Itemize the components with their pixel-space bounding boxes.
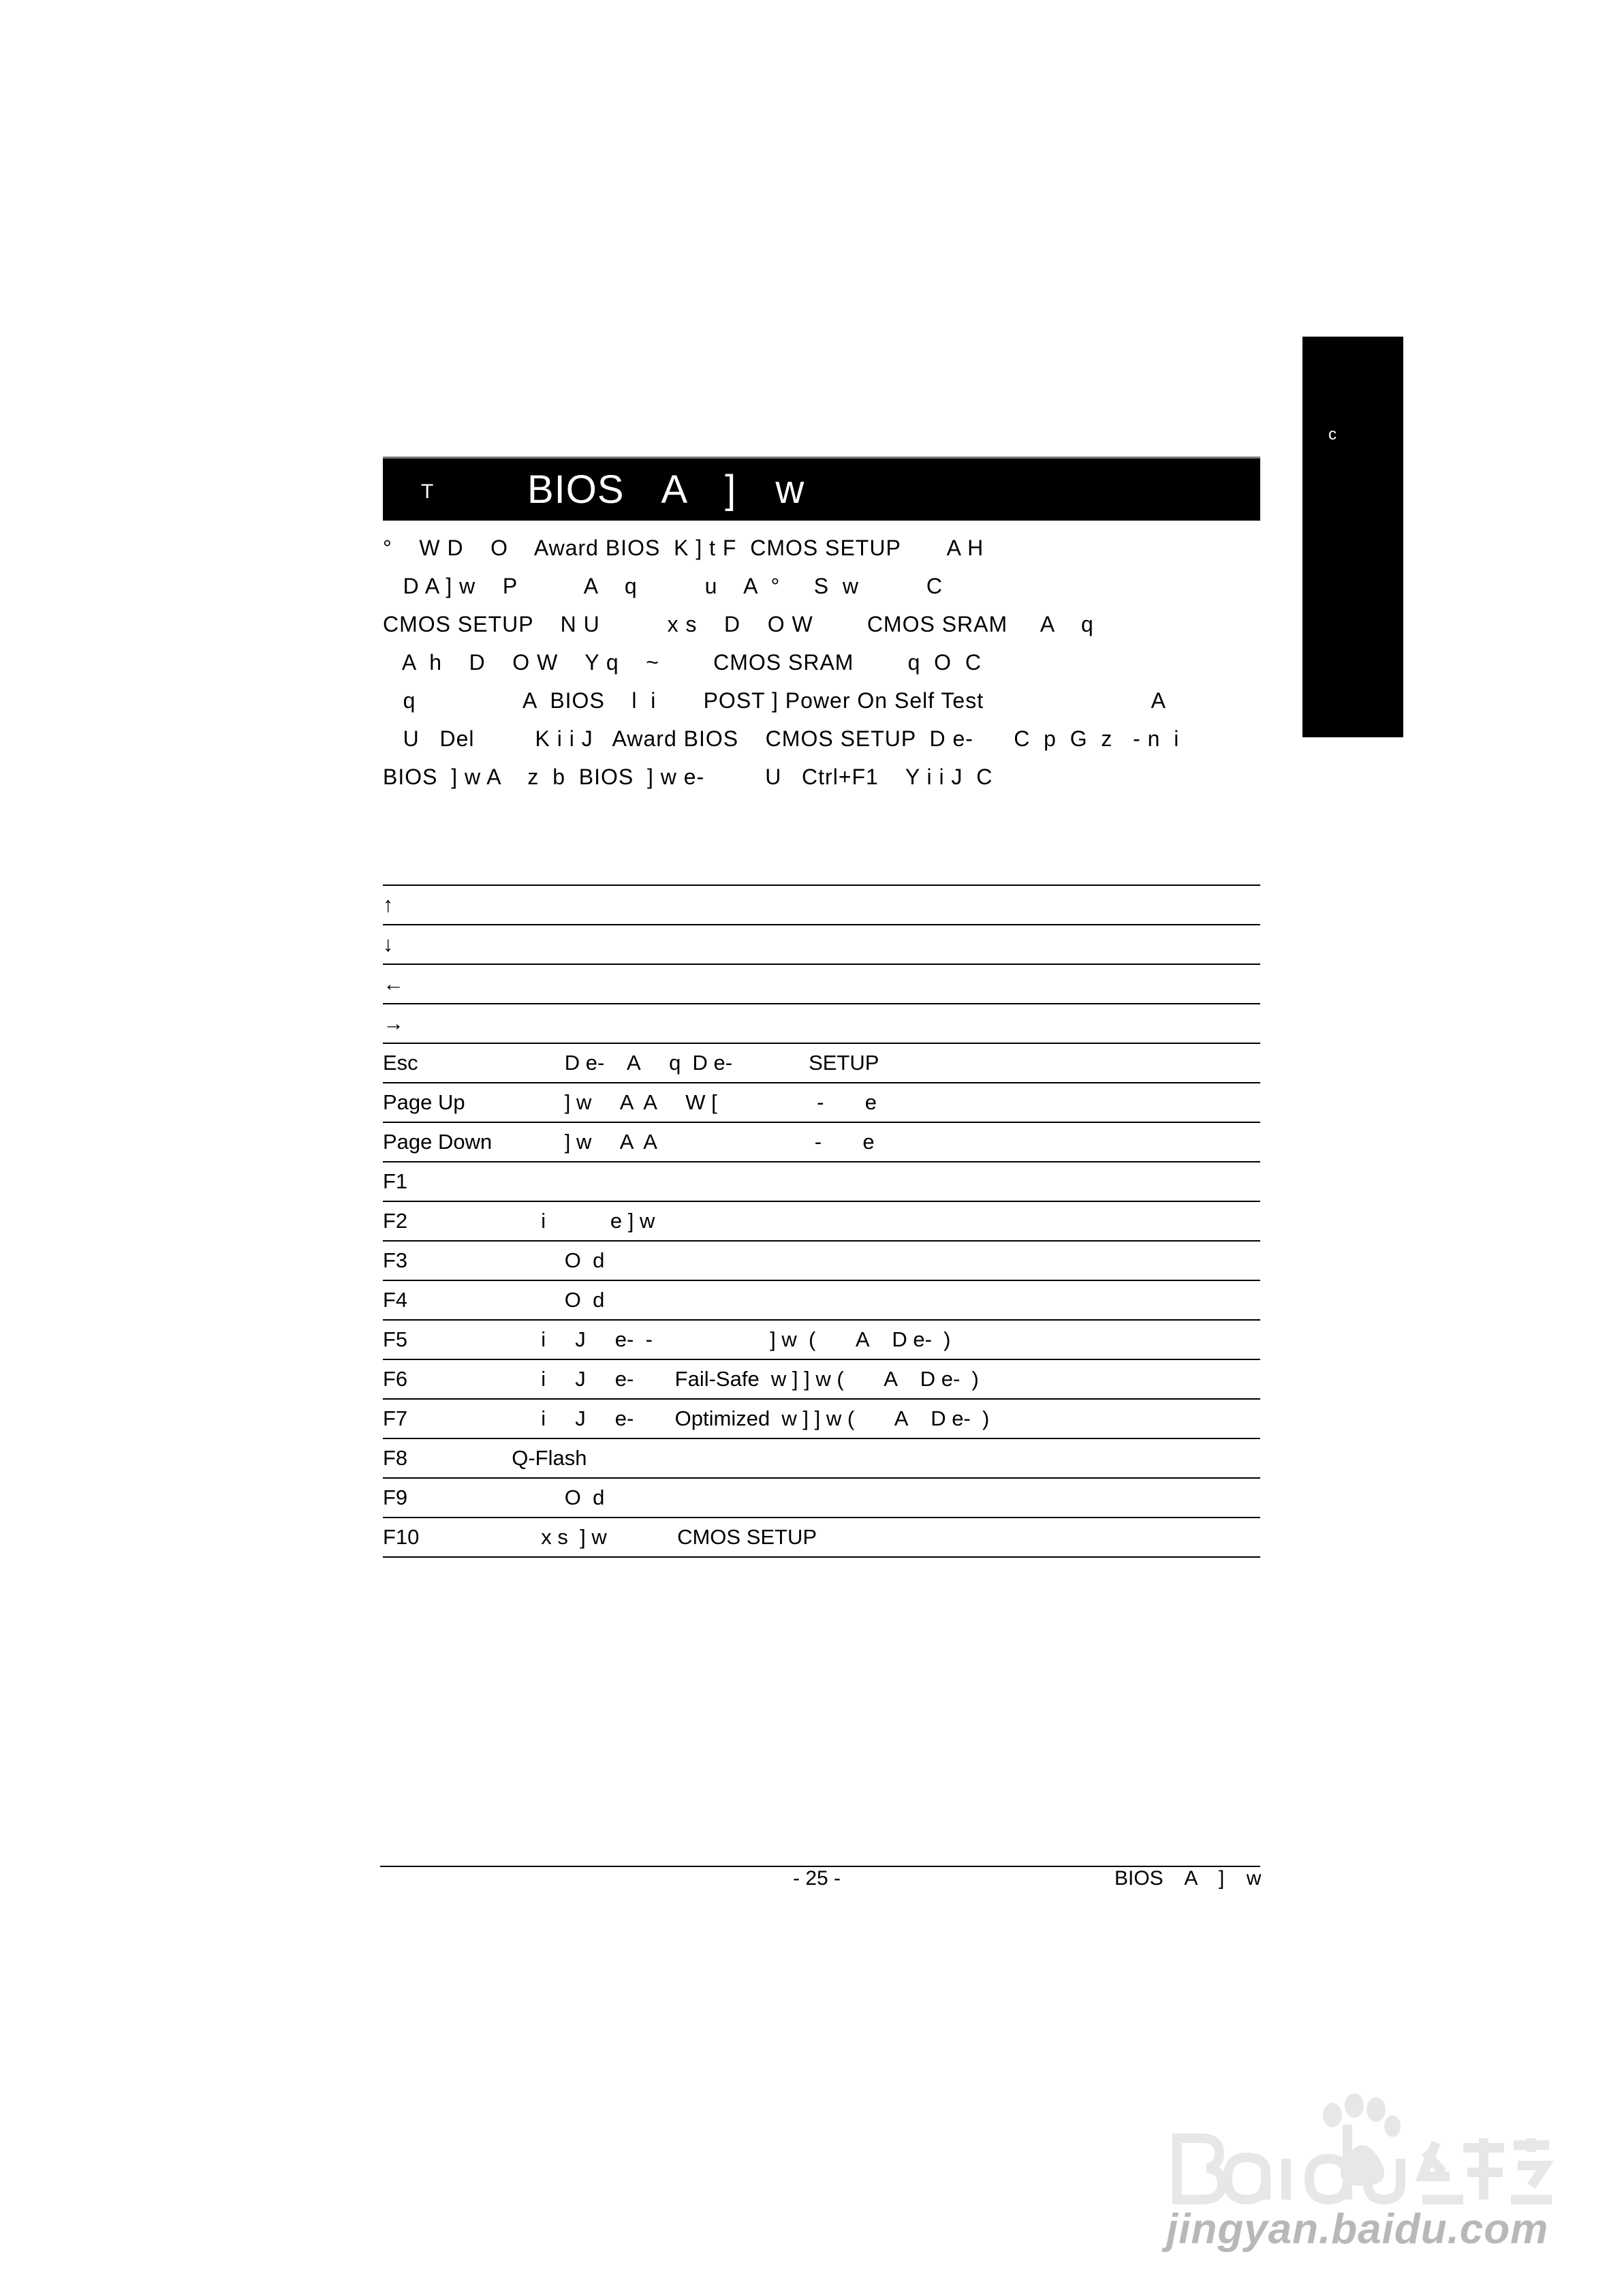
key-name: F1 xyxy=(383,1162,500,1201)
key-name: F7 xyxy=(383,1399,500,1438)
baidu-watermark-logo xyxy=(1164,2091,1559,2213)
key-row xyxy=(383,1241,1260,1280)
section-number: T xyxy=(421,480,434,503)
intro-line: D A ] w P A q u A ° S w C xyxy=(383,574,943,598)
key-row xyxy=(383,1122,1260,1162)
key-description xyxy=(500,1004,1260,1043)
key-name: F5 xyxy=(383,1320,500,1359)
key-row xyxy=(383,964,1260,1004)
key-name: Page Up xyxy=(383,1083,500,1122)
key-row xyxy=(383,1438,1260,1478)
key-row xyxy=(383,1478,1260,1518)
key-description: O d xyxy=(500,1280,1260,1320)
key-row xyxy=(383,885,1260,925)
key-name: ↓ xyxy=(383,925,500,964)
key-description xyxy=(500,964,1260,1004)
key-name: F8 xyxy=(383,1438,500,1478)
intro-paragraph xyxy=(383,529,1268,796)
key-description xyxy=(500,1162,1260,1201)
key-description: x s ] w CMOS SETUP xyxy=(500,1518,1260,1557)
key-description: Q-Flash xyxy=(500,1438,1260,1478)
side-tab-label: c xyxy=(1328,425,1337,444)
key-description: i J e- - ] w ( A D e- ) xyxy=(500,1320,1260,1359)
key-row xyxy=(383,1518,1260,1557)
intro-line: CMOS SETUP N U x s D O W CMOS SRAM A q xyxy=(383,612,1094,636)
key-description: O d xyxy=(500,1478,1260,1518)
intro-line: q A BIOS l i POST ] Power On Self Test A xyxy=(383,688,1166,713)
key-row xyxy=(383,1399,1260,1438)
intro-line: U Del K i i J Award BIOS CMOS SETUP D e- C p G z - n i xyxy=(383,726,1180,751)
section-title-bar xyxy=(383,457,1260,521)
key-row xyxy=(383,1201,1260,1241)
key-row xyxy=(383,1162,1260,1201)
key-name: F2 xyxy=(383,1201,500,1241)
key-row xyxy=(383,1320,1260,1359)
key-name: F4 xyxy=(383,1280,500,1320)
watermark-url: jingyan.baidu.com xyxy=(1166,2206,1549,2253)
page-number: - 25 - xyxy=(793,1867,841,1890)
key-name: F9 xyxy=(383,1478,500,1518)
key-row xyxy=(383,1043,1260,1083)
intro-line: A h D O W Y q ~ CMOS SRAM q O C xyxy=(383,650,982,675)
footer-section-title: BIOS A ] w xyxy=(1114,1867,1262,1890)
key-description: ] w A A W [ - e xyxy=(500,1083,1260,1122)
key-description xyxy=(500,885,1260,925)
key-name: F3 xyxy=(383,1241,500,1280)
key-row xyxy=(383,1280,1260,1320)
key-name: → xyxy=(383,1004,500,1043)
key-name: F10 xyxy=(383,1518,500,1557)
key-description: ] w A A - e xyxy=(500,1122,1260,1162)
key-description: D e- A q D e- SETUP xyxy=(500,1043,1260,1083)
key-row xyxy=(383,1004,1260,1043)
key-description: i J e- Optimized w ] ] w ( A D e- ) xyxy=(500,1399,1260,1438)
key-row xyxy=(383,925,1260,964)
key-row xyxy=(383,1083,1260,1122)
key-function-table xyxy=(383,884,1260,1558)
chapter-side-tab xyxy=(1302,337,1403,737)
key-name: Page Down xyxy=(383,1122,500,1162)
key-description: i J e- Fail-Safe w ] ] w ( A D e- ) xyxy=(500,1359,1260,1399)
key-description xyxy=(500,925,1260,964)
intro-line: BIOS ] w A z b BIOS ] w e- U Ctrl+F1 Y i i J C xyxy=(383,765,993,789)
key-name: Esc xyxy=(383,1043,500,1083)
intro-line: ° W D O Award BIOS K ] t F CMOS SETUP A H xyxy=(383,536,984,560)
key-name: F6 xyxy=(383,1359,500,1399)
section-title: BIOS A ] w xyxy=(527,467,805,512)
key-description: i e ] w xyxy=(500,1201,1260,1241)
key-name: ↑ xyxy=(383,885,500,925)
key-row xyxy=(383,1359,1260,1399)
key-description: O d xyxy=(500,1241,1260,1280)
key-name: ← xyxy=(383,964,500,1004)
